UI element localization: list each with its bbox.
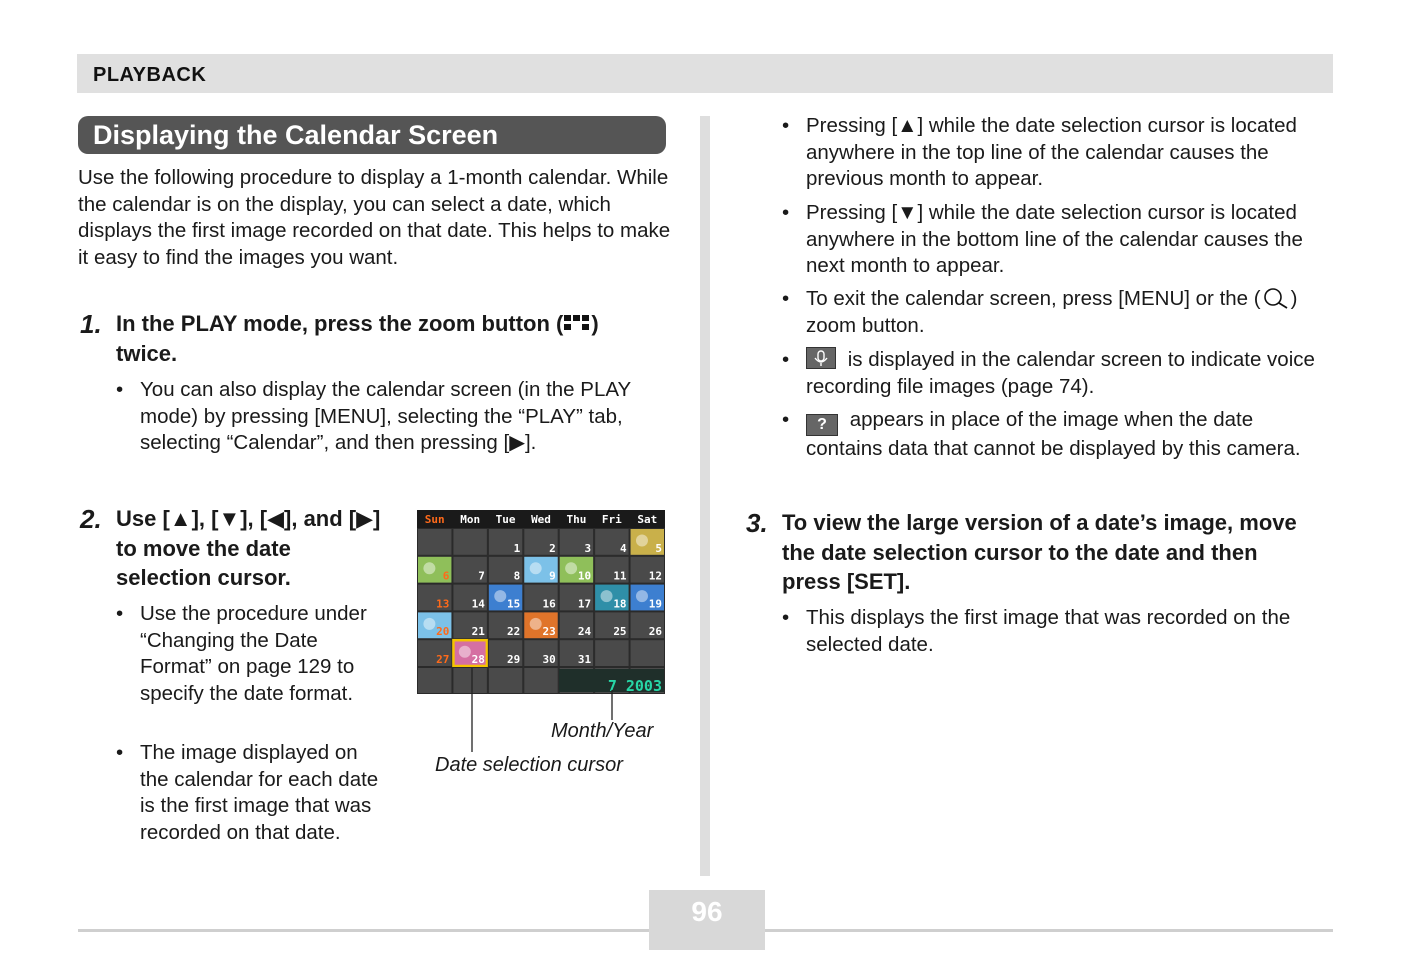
- step-3-number: 3.: [746, 508, 768, 538]
- calendar-day-number: 24: [577, 625, 592, 639]
- calendar-day-number: 3: [584, 541, 592, 555]
- step-1-text: [116, 309, 676, 368]
- calendar-day-number: 31: [577, 653, 592, 666]
- calendar-weekday-label: Wed: [531, 513, 551, 526]
- calendar-day-number: 20: [436, 625, 450, 639]
- section-header-label: PLAYBACK: [93, 64, 207, 86]
- calendar-empty-cell: [418, 668, 452, 694]
- step-1-bullet-1: [116, 377, 660, 457]
- right-bullet-3-text-a: To exit the calendar screen, press [MENU] or the (: [806, 287, 1261, 310]
- month-year-caption: Month/Year: [551, 720, 654, 742]
- calendar-day-number: 9: [549, 569, 556, 583]
- calendar-day-number: 4: [619, 541, 627, 555]
- bullet-mark: •: [116, 602, 124, 625]
- calendar-day-number: 7: [478, 569, 485, 583]
- calendar-empty-cell: [488, 668, 522, 694]
- calendar-day-number: 15: [507, 597, 521, 611]
- calendar-day-number: 19: [648, 597, 662, 611]
- calendar-thumbnail-highlight: [565, 562, 577, 574]
- right-bullet-1-text: Pressing [▲] while the date selection cursor is located anywhere in the top line of the calendar causes the previous month to appear.: [806, 114, 1297, 190]
- calendar-thumbnail-highlight: [530, 562, 542, 574]
- calendar-thumbnail-highlight: [494, 590, 506, 602]
- calendar-day-cell: [630, 640, 664, 667]
- calendar-day-number: 2: [549, 541, 556, 555]
- calendar-weekday-label: Thu: [566, 513, 587, 526]
- step-2-bullet-2: [116, 740, 380, 846]
- bullet-mark: •: [782, 606, 790, 629]
- right-bullet-3: [782, 286, 1336, 339]
- right-bullet-4-text: is displayed in the calendar screen to indicate voice recording file images (page 74).: [806, 348, 1315, 398]
- step-3-text: To view the large version of a date’s image, move the date selection cursor to the date and then press [SET].: [782, 510, 1297, 594]
- calendar-weekday-label: Mon: [460, 513, 481, 526]
- calendar-thumbnail-highlight: [636, 590, 648, 602]
- calendar-day-number: 10: [577, 569, 592, 583]
- section-header-bar: [77, 54, 1333, 93]
- page-number: 96: [691, 896, 723, 927]
- calendar-weekday-label: Sun: [424, 513, 445, 526]
- unsupported-image-icon: ?: [806, 414, 838, 436]
- step-1-bullet-1-text: You can also display the calendar screen (in the PLAY mode) by pressing [MENU], selecting the “PLAY” tab, selecting “Calendar”, and then pressing [▶].: [140, 378, 631, 454]
- calendar-empty-cell: [524, 668, 558, 694]
- calendar-weekday-label: Tue: [495, 513, 516, 526]
- calendar-screen-illustration: [417, 510, 665, 694]
- calendar-day-number: 1: [513, 541, 521, 555]
- calendar-day-number: 11: [613, 569, 627, 583]
- right-bullet-5-text: appears in place of the image when the date contains data that cannot be displayed by this camera.: [806, 408, 1301, 460]
- step-3-bullet-1-text: This displays the first image that was recorded on the selected date.: [806, 606, 1291, 656]
- calendar-thumbnail-highlight: [636, 535, 648, 547]
- microphone-icon: [806, 347, 836, 369]
- page-number-box: [649, 890, 765, 950]
- calendar-thumbnail-highlight: [601, 590, 613, 602]
- bullet-mark: •: [116, 741, 124, 764]
- right-bullet-1: [782, 113, 1306, 193]
- calendar-day-number: 6: [442, 569, 450, 583]
- right-bullet-2-text: Pressing [▼] while the date selection cursor is located anywhere in the bottom line of the calendar causes the next month to appear.: [806, 201, 1303, 277]
- calendar-day-cell: [595, 640, 629, 667]
- page-title-bar: [78, 116, 666, 154]
- calendar-day-number: 17: [577, 597, 592, 611]
- right-bullet-4: [782, 347, 1326, 400]
- column-divider: [700, 116, 710, 876]
- calendar-day-number: 26: [648, 625, 662, 639]
- cursor-caption: Date selection cursor: [435, 754, 623, 776]
- calendar-day-number: 13: [436, 597, 450, 611]
- calendar-thumbnail-highlight: [530, 618, 542, 630]
- bullet-mark: •: [782, 201, 790, 224]
- calendar-day-number: 12: [648, 569, 662, 583]
- calendar-day-number: 22: [507, 625, 521, 639]
- bullet-mark: •: [116, 378, 124, 401]
- calendar-day-number: 25: [613, 625, 627, 639]
- page-title: Displaying the Calendar Screen: [93, 120, 499, 150]
- right-bullet-5: [782, 407, 1326, 463]
- step-1-number: 1.: [80, 309, 102, 339]
- calendar-day-cell: [418, 529, 452, 556]
- calendar-day-number: 21: [471, 625, 485, 639]
- bullet-mark: •: [782, 287, 790, 310]
- calendar-day-number: 8: [513, 569, 521, 583]
- calendar-svg: [417, 510, 665, 694]
- step-2-text: Use [▲], [▼], [◀], and [▶] to move the date selection cursor.: [116, 506, 381, 590]
- calendar-day-number: 29: [507, 653, 521, 666]
- intro-paragraph: Use the following procedure to display a 1-month calendar. While the calendar is on the display, you can select a date, which displays the first image recorded on that date. This helps to make it easy to find the images you want.: [78, 166, 671, 269]
- calendar-thumbnail-highlight: [423, 562, 435, 574]
- calendar-day-number: 18: [613, 597, 627, 611]
- calendar-day-number: 28: [471, 653, 485, 666]
- step-3-bullet-1: [782, 605, 1326, 658]
- calendar-empty-cell: [453, 668, 487, 694]
- step-1-text-b: ): [591, 311, 599, 336]
- calendar-weekday-label: Fri: [601, 513, 622, 526]
- step-2-bullet-1-text: Use the procedure under “Changing the Date Format” on page 129 to specify the date format.: [140, 602, 367, 705]
- calendar-month-year: 7 2003: [607, 677, 662, 694]
- calendar-weekday-label: Sat: [637, 513, 658, 526]
- step-2-bullet-2-text: The image displayed on the calendar for each date is the first image that was recorded on that date.: [140, 741, 379, 844]
- zoom-tele-icon: [1261, 287, 1291, 309]
- step-1-text-c: twice.: [116, 340, 178, 366]
- bullet-mark: •: [782, 348, 790, 371]
- bullet-mark: •: [782, 114, 790, 137]
- step-2-number: 2.: [80, 504, 102, 534]
- calendar-thumbnail-highlight: [459, 646, 471, 658]
- calendar-day-number: 16: [542, 597, 556, 611]
- calendar-day-number: 5: [655, 541, 662, 555]
- right-bullet-3-text-b: ): [1290, 287, 1298, 310]
- bullet-mark: •: [782, 408, 790, 431]
- step-2-bullet-1: [116, 601, 380, 707]
- calendar-day-number: 14: [471, 597, 485, 611]
- zoom-wide-icon: [563, 311, 591, 331]
- right-bullet-3-text-c: zoom button.: [806, 313, 925, 337]
- calendar-day-cell: [453, 529, 487, 556]
- calendar-thumbnail-highlight: [423, 618, 435, 630]
- step-1-text-a: In the PLAY mode, press the zoom button (: [116, 311, 564, 336]
- right-bullet-2: [782, 200, 1326, 280]
- calendar-day-number: 30: [542, 653, 556, 666]
- calendar-day-number: 27: [436, 653, 450, 666]
- calendar-day-number: 23: [542, 625, 556, 639]
